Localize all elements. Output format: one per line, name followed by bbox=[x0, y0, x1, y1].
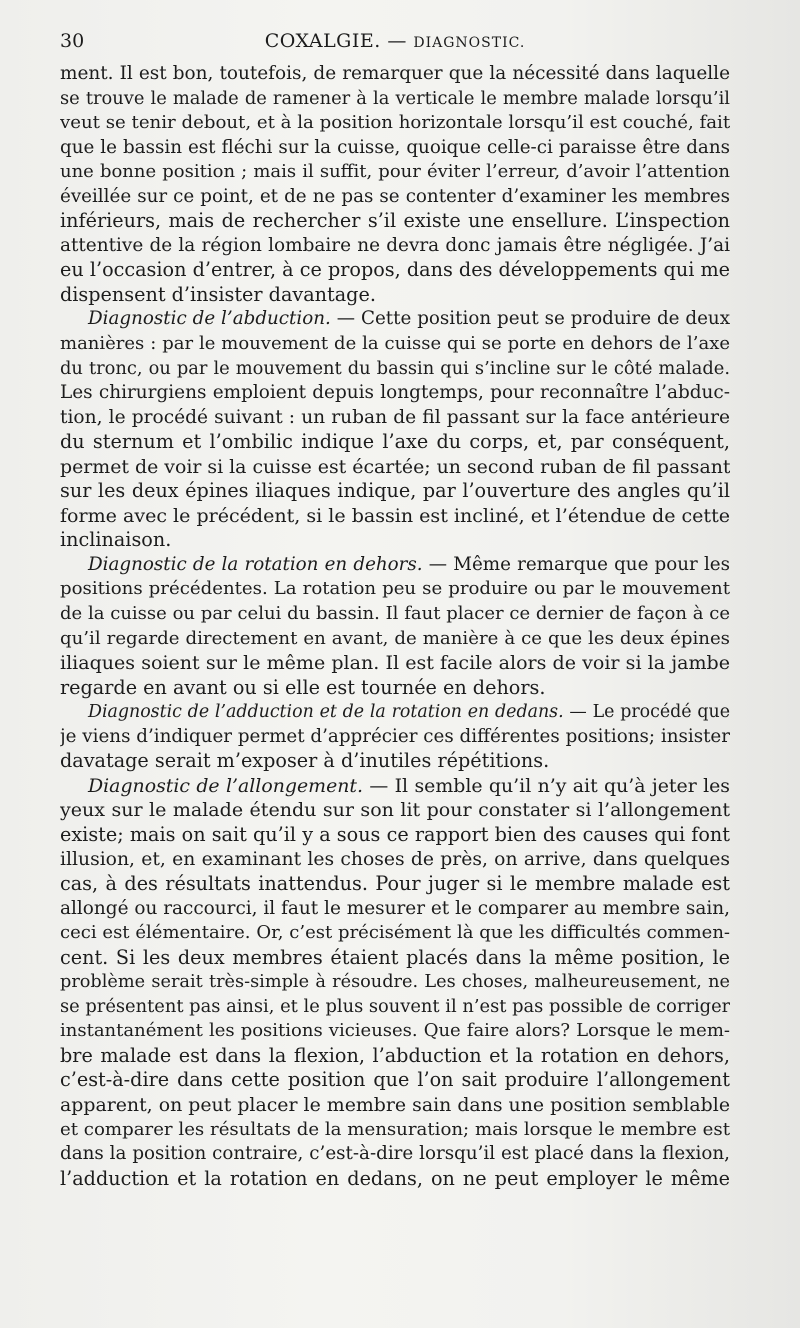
line-text: une bonne position ; mais il suffit, pour éviter l’erreur, d’avoir l’attention bbox=[60, 161, 730, 183]
text-line bbox=[60, 406, 730, 431]
text-line bbox=[60, 553, 730, 578]
text-line bbox=[60, 455, 730, 480]
line-text: — Le procédé que bbox=[563, 702, 730, 723]
text-line bbox=[60, 823, 730, 848]
page-header bbox=[60, 30, 730, 56]
text-line bbox=[60, 651, 730, 676]
line-text: et comparer les résultats de la mensuration; mais lorsque le membre est bbox=[60, 1118, 730, 1140]
text-line bbox=[60, 921, 730, 946]
text-line bbox=[60, 430, 730, 455]
text-line bbox=[60, 479, 730, 504]
line-text: attentive de la région lombaire ne devra donc jamais être négligée. J’ai bbox=[60, 234, 730, 256]
text-line bbox=[60, 676, 730, 701]
text-line bbox=[60, 136, 730, 161]
line-text: dans la position contraire, c’est-à-dire lorsqu’il est placé dans la flexion, bbox=[60, 1143, 730, 1165]
line-text: yeux sur le malade étendu sur son lit pour constater si l’allongement bbox=[60, 799, 730, 822]
text-line bbox=[60, 258, 730, 283]
line-text: forme avec le précédent, si le bassin est incliné, et l’étendue de cette bbox=[60, 504, 730, 527]
text-line bbox=[60, 798, 730, 823]
line-text: cent. Si les deux membres étaient placés dans la même position, le bbox=[60, 945, 730, 969]
text-line bbox=[60, 1118, 730, 1143]
text-line bbox=[60, 87, 730, 112]
line-text: — Cette position peut se produire de deux bbox=[330, 308, 730, 330]
line-text: du tronc, ou par le mouvement du bassin qui s’incline sur le côté malade. bbox=[60, 357, 730, 379]
text-line bbox=[60, 700, 730, 725]
text-line bbox=[60, 283, 730, 308]
line-text: qu’il regarde directement en avant, de manière à ce que les deux épines bbox=[60, 627, 730, 649]
line-text: se présentent pas ainsi, et le plus souvent il n’est pas possible de corriger bbox=[60, 995, 730, 1017]
text-line bbox=[60, 602, 730, 627]
line-text: veut se tenir debout, et à la position horizontale lorsqu’il est couché, fait bbox=[60, 112, 730, 134]
line-text: iliaques soient sur le même plan. Il est facile alors de voir si la jambe bbox=[60, 652, 730, 675]
text-line bbox=[60, 234, 730, 259]
line-text: se trouve le malade de ramener à la verticale le membre malade lorsqu’il bbox=[60, 87, 730, 109]
text-line bbox=[60, 1019, 730, 1044]
line-text: inférieurs, mais de rechercher s’il existe une ensellure. L’inspection bbox=[60, 209, 730, 233]
line-text: éveillée sur ce point, et de ne pas se contenter d’examiner les membres bbox=[60, 185, 730, 207]
text-line bbox=[60, 1044, 730, 1069]
text-line bbox=[60, 774, 730, 799]
text-line bbox=[60, 995, 730, 1020]
text-line bbox=[60, 627, 730, 652]
line-text: illusion, et, en examinant les choses de près, on arrive, dans quelques bbox=[60, 848, 730, 870]
line-text: eu l’occasion d’entrer, à ce propos, dans des développements qui me bbox=[60, 258, 730, 282]
line-text: permet de voir si la cuisse est écartée; un second ruban de fil passant bbox=[60, 455, 730, 478]
page-number: 30 bbox=[60, 30, 85, 52]
text-line bbox=[60, 970, 730, 995]
line-text: Les chirurgiens emploient depuis longtemps, pour reconnaître l’abduc- bbox=[60, 382, 730, 404]
text-line bbox=[60, 111, 730, 136]
section-heading: Diagnostic de l’allongement. bbox=[88, 774, 364, 797]
line-text: du sternum et l’ombilic indique l’axe du corps, et, par conséquent, bbox=[60, 430, 730, 454]
line-text: ment. Il est bon, toutefois, de remarquer que la nécessité dans laquelle bbox=[60, 63, 730, 84]
line-text: ceci est élémentaire. Or, c’est précisément là que les difficultés commen- bbox=[60, 922, 730, 944]
text-line bbox=[60, 1093, 730, 1118]
text-line bbox=[60, 946, 730, 971]
text-line bbox=[60, 160, 730, 185]
running-title bbox=[60, 30, 730, 52]
text-line bbox=[60, 381, 730, 406]
section-heading: Diagnostic de la rotation en dehors. bbox=[88, 553, 423, 575]
text-line bbox=[60, 1142, 730, 1167]
text-line bbox=[60, 872, 730, 897]
text-line bbox=[60, 185, 730, 210]
text-line bbox=[60, 1167, 730, 1192]
line-text: problème serait très-simple à résoudre. Les choses, malheureusement, ne bbox=[60, 972, 730, 993]
line-text: — Il semble qu’il n’y ait qu’à jeter les bbox=[363, 774, 730, 797]
line-text: allongé ou raccourci, il faut le mesurer et le comparer au membre sain, bbox=[60, 897, 730, 919]
line-text: regarde en avant ou si elle est tournée en dehors. bbox=[60, 675, 546, 699]
text-line bbox=[60, 307, 730, 332]
line-text: de la cuisse ou par celui du bassin. Il faut placer ce dernier de façon à ce bbox=[60, 603, 730, 625]
text-line bbox=[60, 357, 730, 382]
text-line bbox=[60, 725, 730, 750]
text-line bbox=[60, 1068, 730, 1093]
line-text: existe; mais on sait qu’il y a sous ce rapport bien des causes qui font bbox=[60, 822, 730, 846]
line-text: cas, à des résultats inattendus. Pour juger si le membre malade est bbox=[60, 872, 730, 896]
line-text: positions précédentes. La rotation peu se produire ou par le mouvement bbox=[60, 578, 730, 600]
text-line bbox=[60, 528, 730, 553]
running-title-separator: — bbox=[380, 30, 414, 52]
running-title-section: DIAGNOSTIC. bbox=[413, 35, 526, 51]
text-line bbox=[60, 504, 730, 529]
text-line bbox=[60, 332, 730, 357]
line-text: inclinaison. bbox=[60, 528, 172, 552]
line-text: instantanément les positions vicieuses. Que faire alors? Lorsque le mem- bbox=[60, 1020, 730, 1042]
line-text: tion, le procédé suivant : un ruban de fil passant sur la face antérieure bbox=[60, 406, 730, 428]
line-text: sur les deux épines iliaques indique, par l’ouverture des angles qu’il bbox=[60, 479, 730, 503]
line-text: apparent, on peut placer le membre sain dans une position semblable bbox=[60, 1093, 730, 1116]
text-line bbox=[60, 577, 730, 602]
line-text: c’est-à-dire dans cette position que l’on sait produire l’allongement bbox=[60, 1068, 730, 1092]
line-text: manières : par le mouvement de la cuisse qui se porte en dehors de l’axe bbox=[60, 333, 730, 355]
section-heading: Diagnostic de l’adduction et de la rotation en dedans. bbox=[88, 702, 564, 723]
line-text: — Même remarque que pour les bbox=[422, 553, 730, 575]
text-line bbox=[60, 848, 730, 873]
text-line bbox=[60, 62, 730, 87]
text-line bbox=[60, 897, 730, 922]
line-text: l’adduction et la rotation en dedans, on ne peut employer le même bbox=[60, 1166, 730, 1190]
text-line bbox=[60, 209, 730, 234]
section-heading: Diagnostic de l’abduction. bbox=[88, 308, 331, 330]
line-text: que le bassin est fléchi sur la cuisse, quoique celle-ci paraisse être dans bbox=[60, 136, 730, 158]
line-text: davatage serait m’exposer à d’inutiles répétitions. bbox=[60, 749, 550, 773]
line-text: je viens d’indiquer permet d’apprécier ces différentes positions; insister bbox=[60, 725, 730, 747]
body-text bbox=[60, 62, 730, 1191]
line-text: bre malade est dans la flexion, l’abduction et la rotation en dehors, bbox=[60, 1043, 730, 1067]
running-title-main: COXALGIE. bbox=[264, 30, 381, 52]
text-line bbox=[60, 749, 730, 774]
line-text: dispensent d’insister davantage. bbox=[60, 282, 376, 306]
